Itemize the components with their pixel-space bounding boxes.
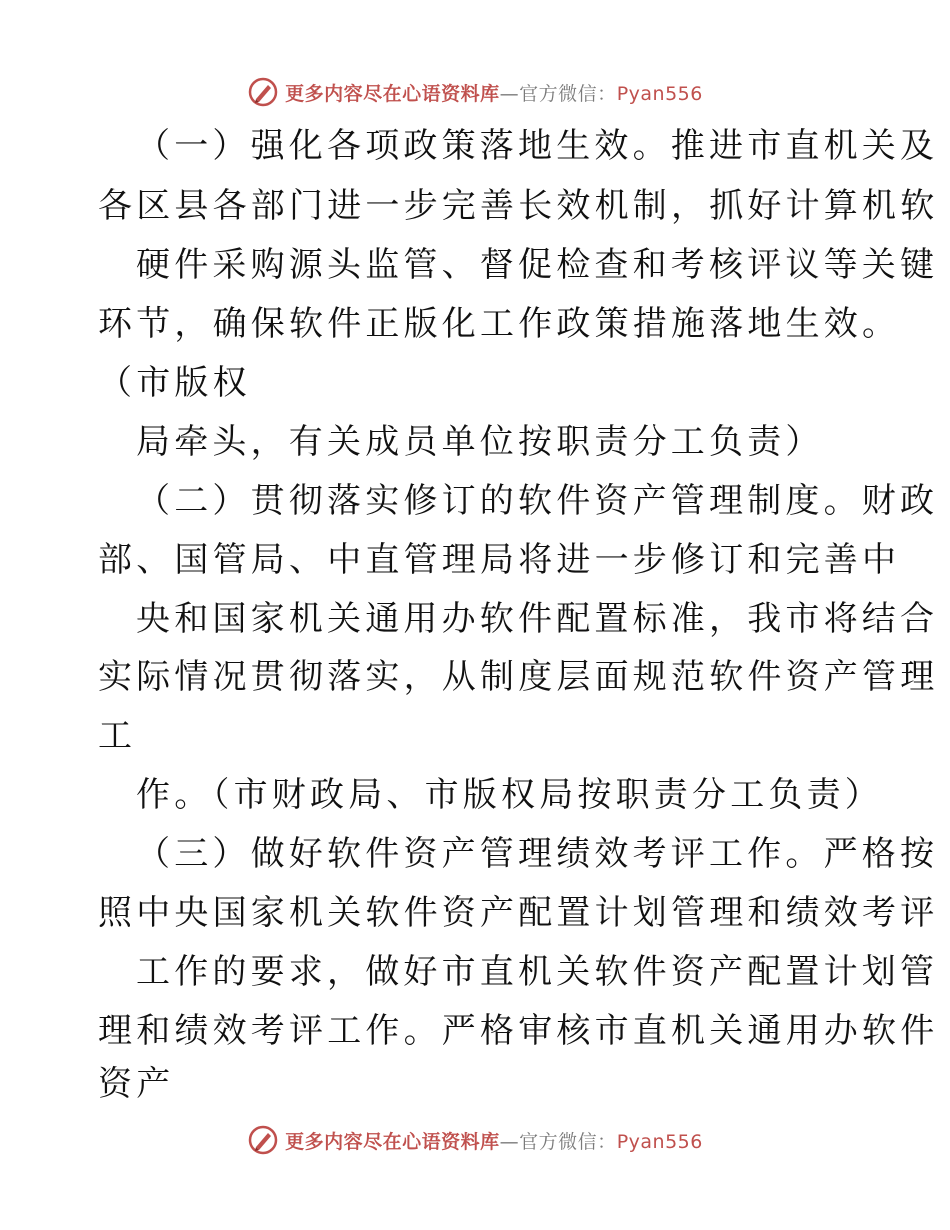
watermark-channel: 官方微信：: [519, 1130, 617, 1153]
text-line: （市版权: [98, 363, 251, 403]
text-line: 各区县各部门进一步完善长效机制，抓好计算机软: [98, 186, 939, 226]
text-line: 环节，确保软件正版化工作政策措施落地生效。: [98, 304, 901, 344]
watermark-separator: —: [499, 1130, 520, 1153]
text-line: 作。（市财政局、市版权局按职责分工负责）: [136, 775, 883, 815]
footer-watermark: [0, 1120, 950, 1160]
watermark-channel: 官方微信：: [519, 82, 617, 105]
pen-logo-icon: [247, 1124, 279, 1156]
text-line: （二）贯彻落实修订的软件资产管理制度。财政: [136, 481, 939, 521]
text-line: （一）强化各项政策落地生效。推进市直机关及: [136, 126, 939, 166]
text-line: 央和国家机关通用办软件配置标准，我市将结合: [136, 599, 939, 639]
text-line: 工作的要求，做好市直机关软件资产配置计划管: [136, 952, 939, 992]
watermark-site: 更多内容尽在心语资料库: [285, 1130, 500, 1153]
text-line: 资产: [98, 1064, 175, 1104]
text-line: 照中央国家机关软件资产配置计划管理和绩效考评: [98, 893, 939, 933]
text-line: 局牵头，有关成员单位按职责分工负责）: [136, 422, 824, 462]
watermark-separator: —: [499, 82, 520, 105]
watermark-id: Pyan556: [616, 1130, 703, 1153]
watermark-id: Pyan556: [616, 82, 703, 105]
text-line: 工: [98, 716, 137, 756]
text-line: 实际情况贯彻落实，从制度层面规范软件资产管理: [98, 657, 939, 697]
watermark-site: 更多内容尽在心语资料库: [285, 82, 500, 105]
watermark-text: [285, 1127, 703, 1154]
text-line: 部、国管局、中直管理局将进一步修订和完善中: [98, 540, 901, 580]
text-line: （三）做好软件资产管理绩效考评工作。严格按: [136, 834, 939, 874]
text-line: 理和绩效考评工作。严格审核市直机关通用办软件: [98, 1011, 939, 1051]
text-line: 硬件采购源头监管、督促检查和考核评议等关键: [136, 245, 939, 285]
